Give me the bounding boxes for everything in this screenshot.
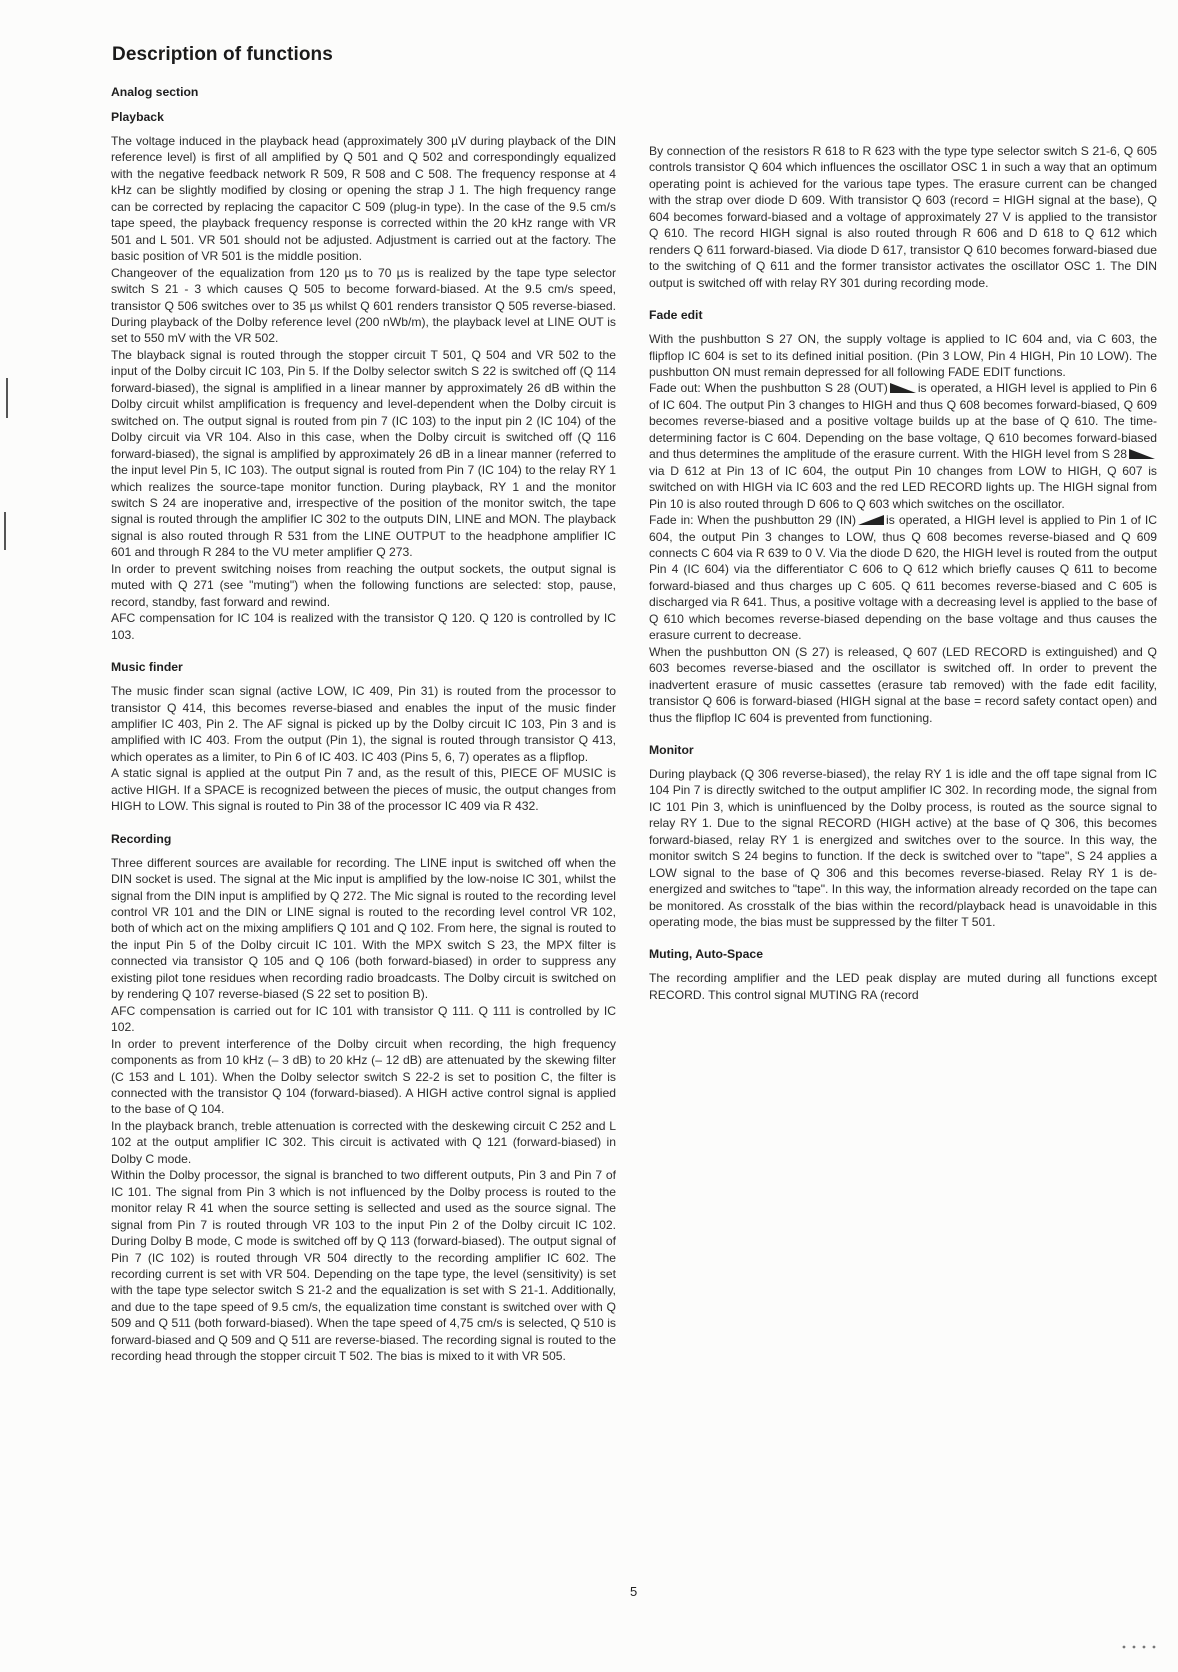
section-heading-music-finder: Music finder [111, 660, 183, 675]
left-column [111, 75, 616, 1365]
scan-dots-mark [1120, 1644, 1160, 1650]
paragraph: In the playback branch, treble attenuation is corrected with the deskewing circuit C 252 and L 102 at the output amplifier IC 302. This circuit is activated with Q 121 (forward-biased) in Dolby C mode. [111, 1118, 616, 1166]
section-heading-monitor: Monitor [649, 742, 694, 757]
text-run: Fade out: When the pushbutton S 28 (OUT) [649, 381, 888, 396]
section-heading-playback: Playback [111, 110, 164, 124]
section-heading-fade-edit: Fade edit [649, 308, 703, 323]
fade-out-ramp-icon [890, 383, 916, 393]
paragraph: Changeover of the equalization from 120 µs to 70 µs is realized by the tape type selector switch S 21 - 3 which causes Q 505 to become forward-biased. At the 9.5 cm/s speed, transistor Q 506 switches over to 35 µs whilst Q 601 renders transistor Q 505 reverse-biased. During playback of the Dolby reference level (200 nWb/m), the playback level at LINE OUT is set to 550 mV with the VR 502. [111, 265, 616, 346]
paragraph: When the pushbutton ON (S 27) is released, Q 607 (LED RECORD is extinguished) and Q 603 becomes reverse-biased and the oscillator is switched off. In order to prevent the inadvertent erasure of music cassettes (erasure tab removed) with the fade edit facility, transistor Q 606 is forward-biased (HIGH signal at the base = record safety contact open) and thus the flipflop IC 604 is prevented from functioning. [649, 644, 1157, 725]
paragraph: AFC compensation for IC 104 is realized with the transistor Q 120. Q 120 is controlled by IC 103. [111, 611, 616, 642]
text-run: is operated, a HIGH level is applied to Pin 1 of IC 604, the output Pin 3 changes to LOW, thus Q 608 becomes reverse-biased and Q 609 connects C 604 via R 639 to 0 V. Via the diode D 620, the HIGH level is routed from the output Pin 4 (IC 604) via the differentiator C 606 to Q 612 which briefly causes Q 611 to become forward-biased and thus charges up C 605. Q 611 becomes reverse-biased and C 605 is discharged via R 641. Thus, a positive voltage with a decreasing level is applied to the base of Q 610 which becomes reverse-biased depending on the base voltage and thus causes the erasure current to decrease. [649, 513, 1158, 643]
paragraph [649, 380, 1157, 512]
paragraph: AFC compensation is carried out for IC 101 with transistor Q 111. Q 111 is controlled by IC 102. [111, 1003, 616, 1035]
paragraph: Three different sources are available for recording. The LINE input is switched off when the DIN socket is used. The signal at the Mic input is amplified by the low-noise IC 301, whilst the signal from the DIN input is amplified by Q 272. The Mic signal is routed to the recording level control VR 101 and the DIN or LINE signal is routed to the recording level control VR 102, both of which act on the mixing amplifiers Q 101 and Q 102. From here, the signal is routed to the input Pin 5 of the Dolby circuit IC 101. With the MPX switch S 23, the MPX filter is connected via transistor Q 105 and Q 106 (both forward-biased) in order to suppress any existing pilot tone residues when recording radio broadcasts. The Dolby circuit is switched on by rendering Q 107 reverse-biased (S 22 set to position B). [111, 855, 616, 1002]
paragraph: Within the Dolby processor, the signal is branched to two different outputs, Pin 3 and Pin 7 of IC 101. The signal from Pin 3 which is not influenced by the Dolby process is routed to the monitor relay R 41 when the source setting is sellected and used as the source signal. The signal from Pin 7 is routed through VR 103 to the input Pin 2 of the Dolby circuit IC 102. During Dolby B mode, C mode is switched off by Q 113 (forward-biased). The output signal of Pin 7 (IC 102) is routed through VR 504 directly to the recording amplifier IC 602. The recording current is set with VR 504. Depending on the tape type, the level (sensitivity) is set with the tape type selector switch S 21-2 and the equalization is set with S 21-1. Additionally, and due to the tape speed of 9.5 cm/s, the equalization time constant is switched over with Q 509 and Q 511 (both forward-biased). When the tape speed of 4,75 cm/s is selected, Q 510 is forward-biased and Q 509 and Q 511 are reverse-biased. The recording signal is routed to the recording head through the stopper circuit T 502. The bias is mixed to it with VR 505. [111, 1168, 616, 1364]
section-heading-analog: Analog section [111, 85, 199, 99]
text-run: is operated, a HIGH level is applied to Pin 6 of IC 604. The output Pin 3 changes to HIGH and thus Q 608 becomes forward-biased, Q 609 becomes reverse-biased and a positive voltage builds up at the base of Q 610. The time-determining factor is C 604. Depending on the base voltage, Q 610 becomes forward-biased and thus determines the amplitude of the erasure current. With the HIGH level from S 28 [649, 381, 1157, 462]
text-run: Fade in: When the pushbutton 29 (IN) [649, 513, 857, 528]
paragraph: In order to prevent switching noises from reaching the output sockets, the output signal is muted with Q 271 (see "muting") when the following functions are selected: stop, pause, record, standby, fast forward and rewind. [111, 561, 616, 609]
paragraph: With the pushbutton S 27 ON, the supply voltage is applied to IC 604 and, via C 603, the flipflop IC 604 is set to its defined initial position. (Pin 3 LOW, Pin 4 HIGH, Pin 10 LOW). The pushbutton ON must remain depressed for all following FADE EDIT functions. [649, 332, 1157, 379]
paragraph: During playback (Q 306 reverse-biased), the relay RY 1 is idle and the off tape signal from IC 104 Pin 7 is directly switched to the output amplifier IC 302. In recording mode, the signal from IC 101 Pin 3, which is uninfluenced by the Dolby process, is routed as the source signal to relay RY 1. Due to the signal RECORD (HIGH active) at the base of Q 306, this becomes forward-biased, relay RY 1 is energized and switches over to the source. In this way, the monitor switch S 24 begins to function. If the deck is switched over to "tape", S 24 applies a LOW signal to the base of Q 306 and this becomes reverse-biased. Relay RY 1 is de-energized and switches to "tape". In this way, the information already recorded on the tape can be monitored. As crosstalk of the bias within the record/playback head is unavoidable in this operating mode, the bias must be suppressed by the filter T 501. [649, 766, 1157, 930]
paragraph: In order to prevent interference of the Dolby circuit when recording, the high frequency components as from 10 kHz (– 3 dB) to 20 kHz (– 12 dB) are attenuated by the skewing filter (C 153 and L 101). When the Dolby selector switch S 22-2 is set to position C, the filter is connected with the transistor Q 104 (forward-biased). A HIGH active control signal is applied to the base of Q 104. [111, 1036, 616, 1117]
paragraph: A static signal is applied at the output Pin 7 and, as the result of this, PIECE OF MUSIC is active HIGH. If a SPACE is recognized between the pieces of music, the output changes from HIGH to LOW. This signal is routed to Pin 38 of the processor IC 409 via R 432. [111, 766, 616, 814]
section-heading-muting: Muting, Auto-Space [649, 947, 763, 962]
text-run: via D 612 at Pin 13 of IC 604, the output Pin 10 changes from LOW to HIGH, Q 607 is switched on with HIGH via IC 603 and the red LED RECORD lights up. The HIGH signal from Pin 10 is also routed through D 606 to Q 603 which switches on the oscillator. [649, 463, 1157, 511]
paragraph: The recording amplifier and the LED peak display are muted during all functions except RECORD. This control signal MUTING RA (record [649, 971, 1157, 1002]
paragraph: The voltage induced in the playback head (approximately 300 µV during playback of the DIN reference level) is first of all amplified by Q 501 and Q 502 and correspondingly equalized with the negative feedback network R 509, R 508 and C 508. The frequency response at 4 kHz can be slightly modified by closing or opening the strap J 1. The high frequency range can be corrected by replacing the capacitor C 509 (plug-in type). In the case of the 9.5 cm/s tape speed, the playback frequency response is corrected within the 20 kHz range with VR 501 and L 501. VR 501 should not be adjusted. Adjustment is carried out at the factory. The basic position of VR 501 is the middle position. [111, 134, 616, 264]
paragraph: By connection of the resistors R 618 to R 623 with the type type selector switch S 21-6, Q 605 controls transistor Q 604 which influences the oscillator OSC 1 in such a way that an optimum operating point is achieved for the various tape types. The erasure current can be changed with the strap over diode D 609. With transistor Q 603 (record = HIGH signal at the base), Q 604 becomes forward-biased and a voltage of approximately 27 V is applied to the transistor Q 610. The record HIGH signal is also routed through R 606 and D 618 to Q 612 which renders Q 611 forward-biased. Via diode D 617, transistor Q 610 becomes forward-biased due to the switching of Q 611 and the former transistor activates the oscillator OSC 1. The DIN output is switched off with relay RY 301 during recording mode. [649, 144, 1157, 290]
page-number: 5 [630, 1584, 638, 1599]
section-heading-recording: Recording [111, 831, 172, 846]
fade-out-ramp-icon [1129, 449, 1155, 459]
paragraph: The music finder scan signal (active LOW, IC 409, Pin 31) is routed from the processor to transistor Q 414, this becomes reverse-biased and enables the input of the music finder amplifier IC 403, Pin 2. The AF signal is picked up by the Dolby circuit IC 103, Pin 3 and is amplified with IC 403. From the output (Pin 1), the signal is routed through transistor Q 413, which operates as a limiter, to Pin 6 of IC 403. IC 403 (Pins 5, 6, 7) operates as a flipflop. [111, 684, 616, 764]
paragraph: The blayback signal is routed through the stopper circuit T 501, Q 504 and VR 502 to the input of the Dolby circuit IC 103, Pin 5. If the Dolby selector switch S 22 is switched off (Q 114 forward-biased), the signal is amplified in a linear manner by approximately 26 dB within the Dolby circuit whilst amplification is frequency and level-dependent when the Dolby circuit is switched on. The output signal is routed from pin 7 (IC 103) to the input pin 2 (IC 104) of the Dolby circuit via VR 104. Also in this case, when the Dolby circuit is switched off (Q 116 forward-biased), the signal is amplified by approximately 26 dB in a linear manner (referred to the input level Pin 5, IC 103). The output signal is routed from Pin 7 (IC 104) to the relay RY 1 which realizes the source-tape monitor function. During playback, RY 1 and the monitor switch S 24 are inoperative and, irrespective of the position of the monitor switch, the tape signal is routed through the amplifier IC 302 to the outputs DIN, LINE and MON. The playback signal is also routed through R 531 from the LINE OUTPUT to the headphone amplifier IC 601 and through R 284 to the VU meter amplifier Q 273. [111, 347, 616, 560]
scan-edge-mark [6, 378, 8, 418]
scan-edge-mark [4, 512, 6, 550]
fade-in-ramp-icon [858, 515, 884, 525]
page-title: Description of functions [112, 44, 333, 65]
paragraph [649, 512, 1157, 644]
right-column [649, 143, 1157, 1003]
